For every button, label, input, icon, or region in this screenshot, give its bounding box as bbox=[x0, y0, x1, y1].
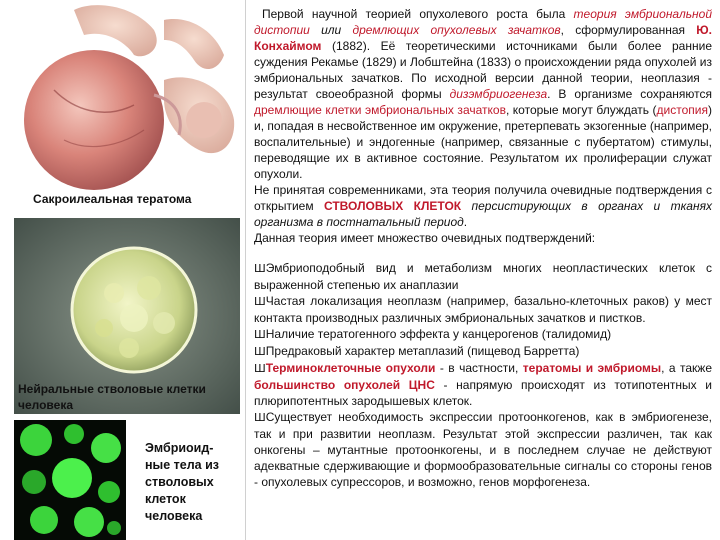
term-dystopia: дистопия bbox=[656, 103, 708, 117]
bullet-icon: Ш bbox=[254, 362, 266, 375]
term-terminal-cell-tumors: Терминоклеточные опухоли bbox=[265, 361, 436, 375]
evidence-item bbox=[254, 360, 712, 409]
teratoma-illustration bbox=[14, 0, 240, 214]
intro-text: ) и, попадая в несвойственное им окружение, претерпевать экзогенные (например, воспалительные) и эндогенные (например, связанные с пубертатом) стимулы, переводящие их в активное состояние. Результатом их пролиферации служат опухоли. bbox=[254, 103, 712, 181]
evidence-lead: Данная теория имеет множество очевидных подтверждений: bbox=[254, 231, 596, 245]
evidence-item bbox=[254, 343, 712, 360]
intro-text: , которые могут блуждать ( bbox=[505, 103, 657, 117]
evidence-text: Эмбриоподобный вид и метаболизм многих неопластических клеток с выраженной степенью их анаплазии bbox=[254, 261, 712, 292]
term-stem-cells: СТВОЛОВЫХ КЛЕТОК bbox=[323, 199, 462, 213]
term-dormant-tumor-rudiments: дремлющих опухолевых зачатков bbox=[352, 23, 561, 37]
bullet-icon: Ш bbox=[254, 295, 266, 308]
intro-text: Первой научной теорией опухолевого роста была bbox=[262, 7, 574, 21]
evidence-text: Существует необходимость экспрессии протоонкогенов, как в эмбриогенезе, так и при развитии неоплазм. Результат этой экспрессии различен, так как онкогены – мутантные протоонкогены, и в последнем случае не действуют адекватные сдерживающие и формообразовательные сигналы со стороны генов - опухолевых супрессоров, и возможно, генов морфогенеза. bbox=[254, 410, 712, 489]
stem-cells-paragraph bbox=[254, 182, 712, 230]
evidence-item bbox=[254, 293, 712, 326]
intro-text: (1882). Её теоретическими источниками были более ранние суждения Рекамье (1829) и Лобштейна (1833) о происхождении ряда опухолей из эмбриональных зачатков. По исходной версии данной теории, неоплазия - результат своеобразной формы bbox=[254, 39, 712, 101]
evidence-list bbox=[254, 260, 712, 490]
intro-text: . bbox=[463, 215, 468, 229]
author-name: Ю. Конхаймом bbox=[254, 23, 712, 53]
term-embryonic-dystopia: теория эмбриональной дистопии bbox=[254, 7, 712, 37]
term-teratomas: тератомы и эмбриомы bbox=[522, 361, 662, 375]
evidence-text: Частая локализация неоплазм (например, базально-клеточных раков) у мест контакта производных различных эмбриональных зачатков и пистков. bbox=[254, 294, 712, 325]
bullet-icon: Ш bbox=[254, 328, 266, 341]
main-text bbox=[254, 6, 712, 490]
intro-paragraph bbox=[254, 6, 712, 182]
evidence-item bbox=[254, 409, 712, 490]
bullet-icon: Ш bbox=[254, 345, 266, 358]
term-cns-tumors: большинство опухолей ЦНС bbox=[254, 378, 435, 392]
intro-text: , сформулированная bbox=[560, 23, 697, 37]
evidence-text: Предраковый характер метаплазий (пищевод Барретта) bbox=[265, 344, 580, 358]
evidence-item bbox=[254, 326, 712, 343]
bullet-icon: Ш bbox=[254, 262, 266, 275]
neural-stem-cells-caption: Нейральные стволовые клетки человека bbox=[18, 382, 206, 412]
term-dormant-cells: дремлющие клетки эмбриональных зачатков bbox=[254, 103, 506, 117]
evidence-text: - в частности, bbox=[435, 361, 523, 375]
teratoma-photo bbox=[14, 0, 240, 214]
term-dysembryogenesis: дизэмбриогенеза bbox=[449, 87, 548, 101]
evidence-text: Наличие тератогенного эффекта у канцерогенов (талидомид) bbox=[265, 327, 612, 341]
evidence-text: - напрямую происходят из тотипотентных и плюрипотентных зародышевых клеток. bbox=[254, 378, 712, 408]
embryoid-illustration bbox=[14, 420, 126, 540]
embryoid-bodies-caption: Эмбриоид-ные тела из стволовых клеток человека bbox=[145, 441, 219, 523]
bullet-icon: Ш bbox=[254, 411, 266, 424]
intro-text: Не принятая современниками, эта теория получила очевидные подтверждения с открытием bbox=[254, 183, 712, 213]
teratoma-caption: Сакроилеальная тератома bbox=[30, 191, 194, 207]
intro-text: персистирующих в органах и тканях организма в постнатальный период bbox=[254, 199, 712, 229]
intro-text: . В организме сохраняются bbox=[547, 87, 712, 101]
evidence-text: , а также bbox=[661, 361, 713, 375]
intro-text: или bbox=[309, 23, 353, 37]
evidence-item bbox=[254, 260, 712, 293]
embryoid-bodies-photo bbox=[14, 420, 126, 540]
column-divider bbox=[245, 0, 246, 540]
